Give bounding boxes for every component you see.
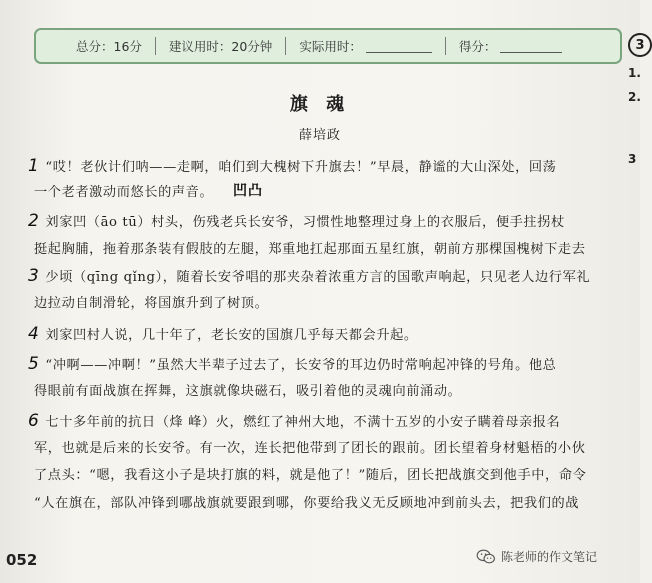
wechat-icon [476,549,496,565]
text-line: 4 刘家凹村人说，几十年了，老长安的国旗几乎每天都会升起。 [28,324,418,344]
text-line: 了点头：“嗯，我看这小子是块打旗的料，就是他了！”随后，团长把战旗交到他手中，命令 [34,468,587,483]
text-line: 3 少顷（qīng qǐng），随着长安爷唱的那夹杂着浓重方言的国歌声响起，只见老人边行军礼 [28,266,591,286]
text-line: 一个老者激动而悠长的声音。 [34,185,214,200]
text-line: “人在旗在，部队冲锋到哪战旗就要跟到哪，你要给我义无反顾地冲到前头去，把我们的战 [34,496,580,511]
text-line: 得眼前有面战旗在挥舞，这旗就像块磁石，吸引着他的灵魂向前涌动。 [34,384,462,399]
paragraph-mark: 4 [28,324,40,344]
text-line: 挺起胸脯，拖着那条装有假肢的左腿，郑重地扛起那面五星红旗，朝前方那棵国槐树下走去 [34,242,586,257]
paragraph-mark: 3 [28,266,40,286]
text-line: 6 七十多年前的抗日（烽 峰）火，燃红了神州大地，不满十五岁的小安子瞒着母亲报名 [28,411,561,431]
actual-time-label: 实际用时： [299,39,362,54]
margin-question-number: 2. [628,90,641,104]
article-author: 薛培政 [298,128,341,143]
divider [155,37,156,55]
score-label: 得分： [458,39,497,54]
paragraph-mark: 5 [28,354,40,374]
score-field [459,37,563,55]
paragraph-mark: 2 [28,211,40,231]
actual-time-blank [366,40,432,53]
divider [285,37,286,55]
margin-question-number: 1. [628,66,641,80]
divider [445,37,446,55]
text-line: 边拉动自制滑轮，将国旗升到了树顶。 [34,296,269,311]
paragraph-mark: 1 [28,156,40,176]
actual-time-field [299,37,432,55]
paragraph-mark: 6 [28,411,40,431]
score-blank [500,40,562,53]
question-circle-number: 3 [628,33,652,57]
margin-question-number: 3 [628,152,637,166]
watermark [476,548,597,565]
total-score: 总分：16分 [76,39,142,54]
text-line: 5 “冲啊——冲啊！”虽然大半辈子过去了，长安爷的耳边仍时常响起冲锋的号角。他总 [28,354,557,374]
page-number: 052 [6,551,38,569]
article-title: 旗 魂 [289,94,351,115]
suggested-time: 建议用时：20分钟 [168,39,273,54]
text-line: 1 “哎！老伙计们呐——走啊，咱们到大槐树下升旗去！”早晨，静谧的大山深处，回荡 [28,156,557,176]
watermark-text: 陈老师的作文笔记 [501,550,598,564]
handwritten-annotation: 凹凸 [233,183,263,199]
text-line: 军，也就是后来的长安爷。有一次，连长把他带到了团长的跟前。团长望着身材魁梧的小伙 [34,441,586,456]
text-line: 2 刘家凹（āo tū）村头，伤残老兵长安爷，习惯性地整理过身上的衣服后，便手拄拐杖 [28,211,565,231]
score-bar [34,28,622,64]
